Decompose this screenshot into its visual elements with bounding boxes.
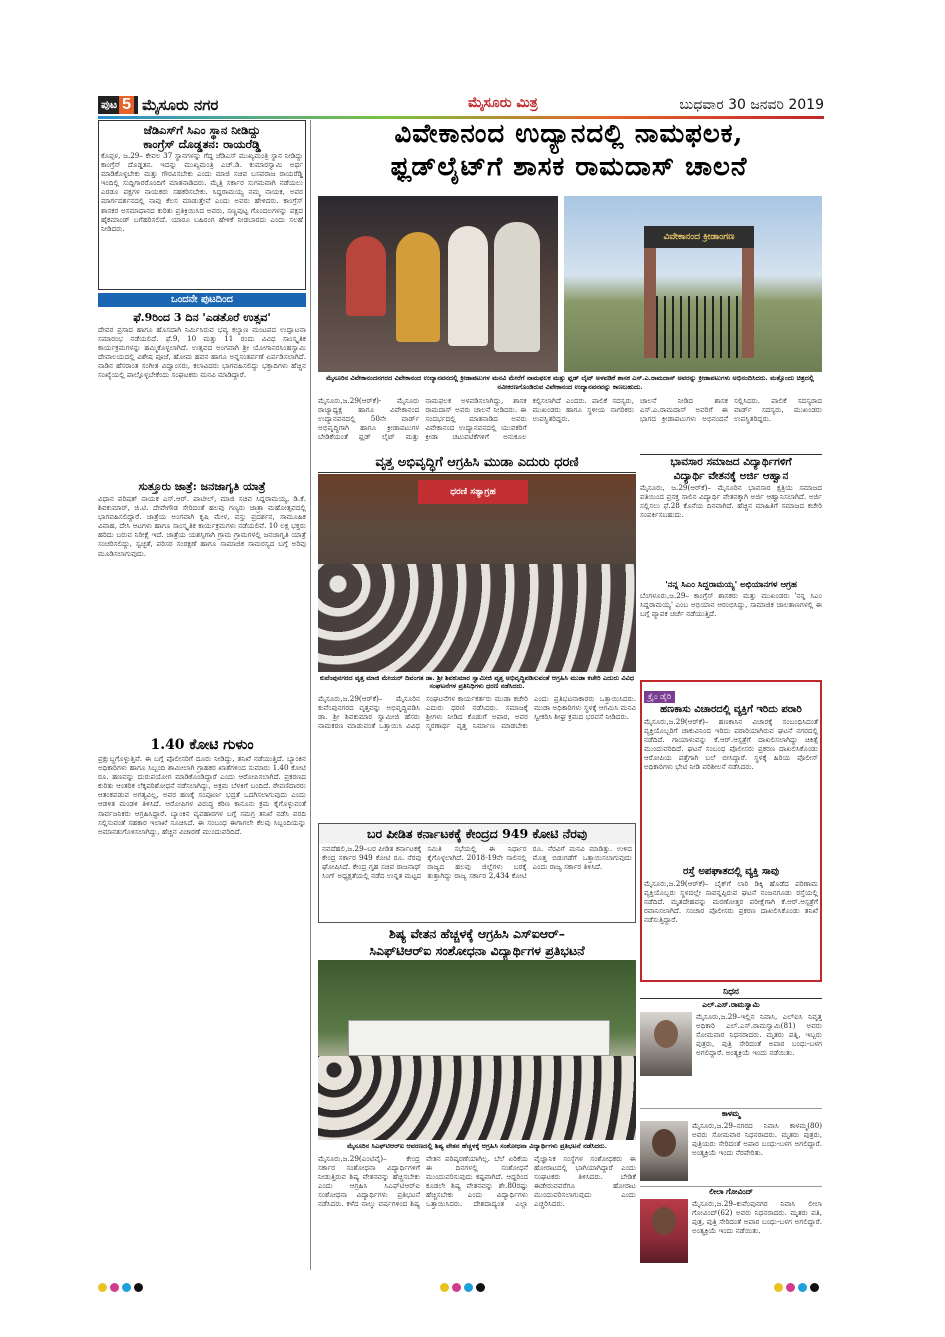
registration-dot — [110, 1283, 119, 1292]
left-column — [98, 120, 306, 1144]
crime-body: ಮೈಸೂರು,ಜ.29(ಆರ್‌ಕೆ)– ಹಣಕಾಸಿನ ವಿಚಾರಕ್ಕೆ ಸಂಬಂಧಿಸಿದಂತೆ ವ್ಯಕ್ತಿಯೊಬ್ಬರಿಗೆ ಚಾಕುವಿನಿಂದ ಇರಿದು ಪರಾರಿಯಾಗಿರುವ ಘಟನೆ ನಗರದಲ್ಲಿ ನಡೆದಿದೆ. ಗಾಯಾಳುವನ್ನು ಕೆ.ಆರ್.ಆಸ್ಪತ್ರೆಗೆ ದಾಖಲಿಸಲಾಗಿದ್ದು ಚಿಕಿತ್ಸೆ ಮುಂದುವರಿದಿದೆ. ಘಟನೆ ಸಂಬಂಧ ಪೊಲೀಸರು ಪ್ರಕರಣ ದಾಖಲಿಸಿಕೊಂಡು ಆರೋಪಿಯ ಪತ್ತೆಗಾಗಿ ಬಲೆ ಬೀಸಿದ್ದಾರೆ. ಸ್ಥಳಕ್ಕೆ ಹಿರಿಯ ಪೊಲೀಸ್ ಅಧಿಕಾರಿಗಳು ಭೇಟಿ ನೀಡಿ ಪರಿಶೀಲನೆ ನಡೆಸಿದರು. — [644, 717, 818, 772]
muda-photo-caption: ಕುವೆಂಪುನಗರದ ವೃತ್ತ ಮಾಜಿ ಮೇಯರ್ ದಿವಂಗತ ಡಾ. ಶ್ರೀ ಶಿವಕುಮಾರ ಸ್ವಾಮೀಜಿ ವೃತ್ತ ಅಭಿವೃದ್ಧಿಪಡಿಸುವಂತೆ ಆಗ್ರಹಿಸಿ ಮುಡಾ ಕಚೇರಿ ಎದುರು ವಿವಿಧ ಸಂಘಟನೆಗಳ ಪ್ರತಿನಿಧಿಗಳು ಧರಣಿ ನಡೆಸಿದರು. — [319, 674, 635, 691]
drought-headline: ಬರ ಪೀಡಿತ ಕರ್ನಾಟಕಕ್ಕೆ ಕೇಂದ್ರದ 949 ಕೋಟಿ ನೆರವು — [319, 824, 635, 844]
obituary-photo — [640, 1121, 688, 1181]
protest-placard — [348, 1020, 610, 1056]
obituary-name: ಲೀಲಾ ಗೋವಿಂದ್ — [709, 1187, 753, 1196]
muda-headline: ವೃತ್ತ ಅಭಿವೃದ್ಧಿಗೆ ಆಗ್ರಹಿಸಿ ಮುಡಾ ಎದುರು ಧರಣಿ — [318, 454, 636, 473]
scholarship-headline-line2: ವಿದ್ಯಾರ್ಥಿ ವೇತನಕ್ಕೆ ಅರ್ಜಿ ಆಹ್ವಾನ — [673, 470, 789, 482]
obituary-body-wrap — [692, 1121, 822, 1183]
protest-crowd — [318, 564, 636, 672]
scholarship-body2: ಬೆಂಗಳೂರು,ಜ.29– ಕಾಂಗ್ರೆಸ್ ಶಾಸಕರು ಮತ್ತು ಮುಖಂಡರು 'ನನ್ನ ಸಿಎಂ ಸಿದ್ದರಾಮಯ್ಯ' ಎಂಬ ಅಭಿಯಾನ ಆರಂಭಿಸಿದ್ದು, ಸಾಮಾಜಿಕ ಜಾಲತಾಣಗಳಲ್ಲಿ ಈ ಬಗ್ಗೆ ವ್ಯಾಪಕ ಚರ್ಚೆ ನಡೆಯುತ್ತಿದೆ. — [640, 591, 822, 619]
story-headline: 1.40 ಕೋಟಿ ಗುಳುಂ — [150, 737, 254, 753]
obituary-body: ಮೈಸೂರು,ಜ.29–ಕುವೆಂಪುನಗರ ನಿವಾಸಿ ಲೀಲಾ ಗೋವಿಂದ್(62) ಅವರು ನಿಧನರಾದರು. ಮೃತರು ಪತಿ, ಪುತ್ರ, ಪುತ್ರಿ ಸೇರಿದಂತೆ ಅಪಾರ ಬಂಧು-ಬಳಗ ಅಗಲಿದ್ದಾರೆ. ಅಂತ್ಯಕ್ರಿಯೆ ಇಂದು ನಡೆಯಿತು. — [692, 1199, 822, 1236]
masthead: ಮೈಸೂರು ಮಿತ್ರ — [468, 95, 538, 111]
registration-dot — [452, 1283, 461, 1292]
registration-dot — [134, 1283, 143, 1292]
obituary-body: ಮೈಸೂರು,ಜ.29–ನಗರದ ನಿವಾಸಿ ಕಾಳಮ್ಮ(80) ಅವರು ಸೋಮವಾರ ನಿಧನರಾದರು. ಮೃತರು ಪುತ್ರರು, ಪುತ್ರಿಯರು ಸೇರಿದಂತೆ ಅಪಾರ ಬಂಧು-ಬಳಗ ಅಗಲಿದ್ದಾರೆ. ಅಂತ್ಯಕ್ರಿಯೆ ಇಂದು ನೆರವೇರಿತು. — [692, 1121, 822, 1158]
page-number-box — [98, 96, 138, 114]
obituary-entry — [640, 1108, 822, 1185]
registration-dots-right — [774, 1283, 819, 1292]
lead-headline-line2: ಫ್ಲಡ್‌ಲೈಟ್‌ಗೆ ಶಾಸಕ ರಾಮದಾಸ್ ಚಾಲನೆ — [390, 152, 748, 182]
registration-dot — [774, 1283, 783, 1292]
lead-photo-park-gate — [564, 196, 822, 372]
story-body: ಪ್ರಕ್ಷುಬ್ಧಗೊಳ್ಳುತ್ತಿವೆ. ಈ ಬಗ್ಗೆ ಪೊಲೀಸರಿಗೆ ದೂರು ನೀಡಿದ್ದು, ತನಿಖೆ ನಡೆಯುತ್ತಿದೆ. ಬ್ಯಾಂಕಿನ ಅಧಿಕಾರಿಗಳು ಹಾಗೂ ಸಿಬ್ಬಂದಿ ಶಾಮೀಲಾಗಿ ಗ್ರಾಹಕರ ಖಾತೆಗಳಿಂದ ಸುಮಾರು 1.40 ಕೋಟಿ ರೂ. ಹಣವನ್ನು ದುರುಪಯೋಗ ಮಾಡಿಕೊಂಡಿದ್ದಾರೆ ಎಂದು ಆರೋಪಿಸಲಾಗಿದೆ. ಪ್ರಕರಣದ ಕುರಿತು ಆಂತರಿಕ ಲೆಕ್ಕಪರಿಶೋಧನೆ ನಡೆಸಲಾಗಿದ್ದು, ಅಕ್ರಮ ಬೆಳಕಿಗೆ ಬಂದಿದೆ. ಠೇವಣಿದಾರರು ಆತಂಕಪಡುವ ಅಗತ್ಯವಿಲ್ಲ, ಅವರ ಹಣಕ್ಕೆ ಸಂಪೂರ್ಣ ಭದ್ರತೆ ಒದಗಿಸಲಾಗುವುದು ಎಂದು ಆಡಳಿತ ಮಂಡಳಿ ತಿಳಿಸಿದೆ. ಆರೋಪಿಗಳ ವಿರುದ್ಧ ಕಠಿಣ ಕಾನೂನು ಕ್ರಮ ಕೈಗೊಳ್ಳುವಂತೆ ಸಾರ್ವಜನಿಕರು ಆಗ್ರಹಿಸಿದ್ದಾರೆ. ಬ್ಯಾಂಕಿನ ವ್ಯವಹಾರಗಳ ಬಗ್ಗೆ ಸಮಗ್ರ ತನಿಖೆ ನಡೆಸಿ ವರದಿ ಸಲ್ಲಿಸುವಂತೆ ಸಹಕಾರ ಇಲಾಖೆ ಸೂಚಿಸಿದೆ. ಈ ಸಂಬಂಧ ಈಗಾಗಲೇ ಕೆಲವು ಸಿಬ್ಬಂದಿಯನ್ನು ಅಮಾನತುಗೊಳಿಸಲಾಗಿದ್ದು, ಹೆಚ್ಚಿನ ವಿಚಾರಣೆ ಮುಂದುವರಿದಿದೆ. — [98, 754, 306, 836]
story-body-wrap — [101, 151, 303, 287]
story-headline: ಕಾಂಗ್ರೆಸ್ ದೊಡ್ಡತನ: ರಾಯರೆಡ್ಡಿ — [143, 137, 261, 151]
scholarship-headline-line1: ಭಾವಸಾರ ಸಮಾಜದ ವಿದ್ಯಾರ್ಥಿಗಳಿಗೆ — [640, 454, 822, 469]
obituary-name: ಕಾಳಮ್ಮ — [721, 1109, 741, 1118]
drought-story — [318, 823, 636, 923]
registration-dot — [476, 1283, 485, 1292]
continued-label: ಒಂದನೇ ಪುಟದಿಂದ — [98, 293, 306, 307]
registration-dot — [464, 1283, 473, 1292]
obituary-photo — [640, 1012, 692, 1076]
crime-diary-tag: ಕ್ರೈಂ ಡೈರಿ — [644, 691, 675, 703]
lead-story-body: ಮೈಸೂರು,ಜ.29(ಆರ್‌ಕೆ)- ಮೈಸೂರು ರಾಜ್ಯಾಧ್ಯಕ್ಷ ಹಾಗೂ ವಿವೇಕಾನಂದ ಉದ್ಯಾನವನದಲ್ಲಿ 50ನೇ ವಾರ್ಡ್ ಅಭಿವೃದ್ಧಿಗಾಗಿ ಹಾಗೂ ಕ್ರೀಡಾಪಟುಗಳ ಬೇಡಿಕೆಯಂತೆ ಫ್ಲಡ್ ಲೈಟ್ ಮತ್ತು ನಾಮಫಲಕ ಅಳವಡಿಸಲಾಗಿದ್ದು, ಶಾಸಕ ರಾಮದಾಸ್ ಅವರು ಚಾಲನೆ ನೀಡಿದರು. ಈ ಸಂದರ್ಭದಲ್ಲಿ ಮಾತನಾಡಿದ ಅವರು ವಿವೇಕಾನಂದ ಉದ್ಯಾನವನದಲ್ಲಿ ಯುವಕರಿಗೆ ಕ್ರೀಡಾ ಚಟುವಟಿಕೆಗಳಿಗೆ ಅನುಕೂಲ ಕಲ್ಪಿಸಲಾಗಿದೆ ಎಂದರು. ಪಾಲಿಕೆ ಸದಸ್ಯರು, ಮುಖಂಡರು ಹಾಗೂ ಸ್ಥಳೀಯ ನಾಗರಿಕರು ಉಪಸ್ಥಿತರಿದ್ದರು. — [318, 396, 634, 442]
story-body: ವಿಧಾನ ಪರಿಷತ್ ನಾಯಕ ಎಸ್.ಆರ್. ಪಾಟೀಲ್, ಮಾಜಿ ಸಚಿವ ಸಿದ್ದರಾಮಯ್ಯ, ಡಿ.ಕೆ. ಶಿವಕುಮಾರ್, ಜಿ.ಟಿ. ದೇವೇಗೌಡ ಸೇರಿದಂತೆ ಹಲವು ಗಣ್ಯರು ಜಾತ್ರಾ ಮಹೋತ್ಸವದಲ್ಲಿ ಭಾಗವಹಿಸಲಿದ್ದಾರೆ. ಜಾತ್ರೆಯ ಅಂಗವಾಗಿ ಕೃಷಿ ಮೇಳ, ವಸ್ತು ಪ್ರದರ್ಶನ, ಸಾಮೂಹಿಕ ವಿವಾಹ, ದೇಸಿ ಆಟಗಳು ಹಾಗೂ ಸಾಂಸ್ಕೃತಿಕ ಕಾರ್ಯಕ್ರಮಗಳು ನಡೆಯಲಿವೆ. 10 ಲಕ್ಷ ಭಕ್ತರು ಹರಿದು ಬರುವ ನಿರೀಕ್ಷೆ ಇದೆ. ಜಾತ್ರೆಯ ಯಶಸ್ಸಿಗಾಗಿ ಗ್ರಾಮ ಗ್ರಾಮಗಳಲ್ಲಿ ಜನಜಾಗೃತಿ ಯಾತ್ರೆ ಸಂಚರಿಸಲಿದ್ದು, ಸ್ವಚ್ಛತೆ, ಪರಿಸರ ಸಂರಕ್ಷಣೆ ಹಾಗೂ ಸಾಮಾಜಿಕ ಸಾಮರಸ್ಯದ ಬಗ್ಗೆ ಅರಿವು ಮೂಡಿಸಲಾಗುವುದು. — [98, 494, 306, 558]
story-headline: ಸುತ್ತೂರು ಜಾತ್ರೆ: ಜನಜಾಗೃತಿ ಯಾತ್ರೆ — [138, 480, 266, 493]
registration-dot — [810, 1283, 819, 1292]
muda-protest-photo — [318, 474, 636, 672]
accident-body: ಮೈಸೂರು,ಜ.29(ಆರ್‌ಕೆ)– ಬೈಕ್‌ಗೆ ಲಾರಿ ಡಿಕ್ಕಿ ಹೊಡೆದ ಪರಿಣಾಮ ವ್ಯಕ್ತಿಯೊಬ್ಬರು ಸ್ಥಳದಲ್ಲೇ ಸಾವನ್ನಪ್ಪಿರುವ ಘಟನೆ ನಂಜನಗೂಡು ರಸ್ತೆಯಲ್ಲಿ ನಡೆದಿದೆ. ಮೃತದೇಹವನ್ನು ಮರಣೋತ್ತರ ಪರೀಕ್ಷೆಗಾಗಿ ಕೆ.ಆರ್.ಆಸ್ಪತ್ರೆಗೆ ರವಾನಿಸಲಾಗಿದೆ. ಸಂಚಾರ ಪೊಲೀಸರು ಪ್ರಕರಣ ದಾಖಲಿಸಿಕೊಂಡು ತನಿಖೆ ನಡೆಸುತ್ತಿದ್ದಾರೆ. — [644, 879, 818, 925]
page-header — [98, 96, 824, 114]
obituary-body-wrap — [692, 1199, 822, 1269]
gate-bars — [656, 296, 742, 358]
obituary-section — [640, 986, 822, 999]
fees-protest-photo — [318, 960, 636, 1140]
lead-body-continued — [640, 396, 822, 452]
obituary-name: ಎಲ್.ಎಸ್.ರಾಮಸ್ವಾಮಿ — [702, 1000, 760, 1009]
obituary-body-wrap — [696, 1012, 822, 1104]
story-body: ದೇವರ ಪ್ರಸಾದ ಹಾಗೂ ಹೊಸದಾಗಿ ನಿರ್ಮಿಸಿರುವ ಭವ್ಯ ಕಲ್ಯಾಣ ಮಂಟಪದ ಉದ್ಘಾಟನಾ ಸಮಾರಂಭ ನಡೆಯಲಿದೆ. ಫೆ.9, 10 ಮತ್ತು 11 ರಂದು ವಿವಿಧ ಸಾಂಸ್ಕೃತಿಕ ಕಾರ್ಯಕ್ರಮಗಳನ್ನು ಹಮ್ಮಿಕೊಳ್ಳಲಾಗಿದೆ. ಉತ್ಸವದ ಅಂಗವಾಗಿ ಶ್ರೀ ಯೋಗಾನರಸಿಂಹಸ್ವಾಮಿ ದೇವಾಲಯದಲ್ಲಿ ವಿಶೇಷ ಪೂಜೆ, ಹೋಮ ಹವನ ಹಾಗೂ ಅನ್ನಸಂತರ್ಪಣೆ ಏರ್ಪಡಿಸಲಾಗಿದೆ. ನಾಡಿನ ಹೆಸರಾಂತ ಸಂಗೀತ ವಿದ್ವಾಂಸರು, ಕಲಾವಿದರು ಭಾಗವಹಿಸಲಿದ್ದು ಭಕ್ತಾದಿಗಳು ಹೆಚ್ಚಿನ ಸಂಖ್ಯೆಯಲ್ಲಿ ಪಾಲ್ಗೊಳ್ಳಬೇಕೆಂದು ಸಂಘಟಕರು ಮನವಿ ಮಾಡಿದ್ದಾರೆ. — [98, 325, 306, 380]
fees-headline-line2: ಸಿಎಫ್‌ಟಿಆರ್‌ಐ ಸಂಶೋಧನಾ ವಿದ್ಯಾರ್ಥಿಗಳ ಪ್ರತಿಭಟನೆ — [369, 943, 585, 958]
story-headline: ಫೆ.9ರಿಂದ 3 ದಿನ 'ಎಡತೊರೆ ಉತ್ಸವ' — [133, 311, 271, 324]
registration-dot — [786, 1283, 795, 1292]
photo-figure — [396, 232, 440, 342]
lead-photo-felicitation — [318, 196, 558, 372]
obituary-photo — [640, 1199, 688, 1263]
crime-headline: ಹಣಕಾಸು ವಿಚಾರದಲ್ಲಿ ವ್ಯಕ್ತಿಗೆ ಇರಿದು ಪರಾರಿ — [660, 704, 802, 715]
registration-dots-center — [440, 1283, 485, 1292]
obituary-body: ಮೈಸೂರು,ಜ.29–ಇಲ್ಲಿನ ನಿವಾಸಿ, ಎಲ್‌ಐಸಿ ನಿವೃತ್ತ ಅಧಿಕಾರಿ ಎಲ್.ಎಸ್.ರಾಮಸ್ವಾಮಿ(81) ಅವರು ಸೋಮವಾರ ನಿಧನರಾದರು. ಮೃತರು ಪತ್ನಿ, ಇಬ್ಬರು ಪುತ್ರರು, ಪುತ್ರಿ ಸೇರಿದಂತೆ ಅಪಾರ ಬಂಧು-ಬಳಗ ಅಗಲಿದ್ದಾರೆ. ಅಂತ್ಯಕ್ರಿಯೆ ಇಂದು ನಡೆಯಿತು. — [696, 1012, 822, 1058]
drought-body: ನವದೆಹಲಿ,ಜ.29–ಬರ ಪೀಡಿತ ಕರ್ನಾಟಕಕ್ಕೆ ಕೇಂದ್ರ ಸರ್ಕಾರ 949 ಕೋಟಿ ರೂ. ನೆರವು ಘೋಷಿಸಿದೆ. ಕೇಂದ್ರ ಗೃಹ ಸಚಿವ ರಾಜನಾಥ್ ಸಿಂಗ್ ಅಧ್ಯಕ್ಷತೆಯಲ್ಲಿ ನಡೆದ ಉನ್ನತ ಮಟ್ಟದ ಸಮಿತಿ ಸಭೆಯಲ್ಲಿ ಈ ನಿರ್ಧಾರ ಕೈಗೊಳ್ಳಲಾಗಿದೆ. 2018-19ನೇ ಸಾಲಿನಲ್ಲಿ ರಾಜ್ಯದ ಹಲವು ಜಿಲ್ಲೆಗಳು ಬರಕ್ಕೆ ತುತ್ತಾಗಿದ್ದು ರಾಜ್ಯ ಸರ್ಕಾರ 2,434 ಕೋಟಿ ರೂ. ನೆರವಿಗೆ ಮನವಿ ಮಾಡಿತ್ತು. ಉಳಿದ ಮೊತ್ತ ಬಿಡುಗಡೆಗೆ ಒತ್ತಾಯಿಸಲಾಗುವುದು ಎಂದು ರಾಜ್ಯ ಸರ್ಕಾರ ತಿಳಿಸಿದೆ. — [322, 844, 632, 881]
obituary-header: ನಿಧನ — [640, 986, 822, 999]
portrait-face — [654, 1020, 678, 1048]
story-body-wrap — [98, 325, 306, 477]
lead-body-wrap — [318, 396, 634, 454]
scholarship-body-wrap — [640, 483, 822, 579]
portrait-face — [652, 1129, 676, 1157]
story-body-wrap — [98, 754, 306, 1144]
drought-body-wrap — [319, 844, 635, 920]
story-rayareddy — [98, 120, 306, 290]
obituary-entry — [640, 1000, 822, 1106]
gate-pillar — [742, 248, 754, 358]
crime-body-wrap — [644, 717, 818, 865]
scholarship-body: ಮೈಸೂರು, ಜ.29(ಆರ್‌ಕೆ)– ಮೈಸೂರಿನ ಭಾವಸಾರ ಕ್ಷತ್ರಿಯ ಸಮಾಜದ ವತಿಯಿಂದ ಪ್ರಸಕ್ತ ಸಾಲಿನ ವಿದ್ಯಾರ್ಥಿ ವೇತನಕ್ಕಾಗಿ ಅರ್ಜಿ ಆಹ್ವಾನಿಸಲಾಗಿದೆ. ಅರ್ಜಿ ಸಲ್ಲಿಸಲು ಫೆ.28 ಕೊನೆಯ ದಿನವಾಗಿದೆ. ಹೆಚ್ಚಿನ ಮಾಹಿತಿಗೆ ಸಮಾಜದ ಕಚೇರಿ ಸಂಪರ್ಕಿಸಬಹುದು. — [640, 483, 822, 520]
lead-caption-wrap — [318, 374, 822, 391]
crime-diary-box — [640, 680, 822, 982]
lead-photo-caption: ಮೈಸೂರಿನ ವಿವೇಕಾನಂದನಗರದ ವಿವೇಕಾನಂದ ಉದ್ಯಾನವನದಲ್ಲಿ ಕ್ರೀಡಾಪಟುಗಳ ಮನವಿ ಮೇರೆಗೆ ನಾಮಫಲಕ ಮತ್ತು ಫ್ಲಡ್ ಲೈಟ್ ಅಳವಡಿಕೆ ಶಾಸಕ ಎಸ್.ಎ.ರಾಮದಾಸ್ ಅವರನ್ನು ಕ್ರೀಡಾಪಟುಗಳು ಅಭಿನಂದಿಸಿದರು. ಮತ್ತೊಂದು ಚಿತ್ರದಲ್ಲಿ ನವೀಕರಣಗೊಂಡಿರುವ ವಿವೇಕಾನಂದ ಉದ್ಯಾನವನವನ್ನು ಕಾಣಬಹುದು. — [326, 374, 814, 391]
lead-story-headline — [314, 118, 824, 184]
muda-story — [318, 454, 636, 473]
protest-banner: ಧರಣಿ ಸತ್ಯಾಗ್ರಹ — [418, 480, 528, 504]
fees-body: ಮೈಸೂರು,ಜ.29(ಎಂಟಿವೈ)– ಕೇಂದ್ರ ಸರ್ಕಾರ ಸಂಶೋಧನಾ ವಿದ್ಯಾರ್ಥಿಗಳಿಗೆ ನೀಡುತ್ತಿರುವ ಶಿಷ್ಯ ವೇತನವನ್ನು ಹೆಚ್ಚಿಸಬೇಕು ಎಂದು ಆಗ್ರಹಿಸಿ ಸಿಎಫ್‌ಟಿಆರ್‌ಐ ಸಂಶೋಧನಾ ವಿದ್ಯಾರ್ಥಿಗಳು ಪ್ರತಿಭಟನೆ ನಡೆಸಿದರು. ಕಳೆದ ನಾಲ್ಕು ವರ್ಷಗಳಿಂದ ಶಿಷ್ಯ ವೇತನ ಪರಿಷ್ಕರಣೆಯಾಗಿಲ್ಲ. ಬೆಲೆ ಏರಿಕೆಯ ಈ ದಿನಗಳಲ್ಲಿ ಸಂಶೋಧನೆ ಮುಂದುವರಿಸುವುದು ಕಷ್ಟವಾಗಿದೆ. ಆದ್ದರಿಂದ ಕೂಡಲೇ ಶಿಷ್ಯ ವೇತನವನ್ನು ಶೇ.80ರಷ್ಟು ಹೆಚ್ಚಿಸಬೇಕು ಎಂದು ವಿದ್ಯಾರ್ಥಿಗಳು ಒತ್ತಾಯಿಸಿದರು. ದೇಶದಾದ್ಯಂತ ಎಲ್ಲಾ ವೈಜ್ಞಾನಿಕ ಸಂಸ್ಥೆಗಳ ಸಂಶೋಧಕರು ಈ ಹೋರಾಟದಲ್ಲಿ ಭಾಗಿಯಾಗಿದ್ದಾರೆ ಎಂದು ಸಂಘಟಕರು ತಿಳಿಸಿದರು. ಬೇಡಿಕೆ ಈಡೇರುವವರೆಗೂ ಹೋರಾಟ ಮುಂದುವರಿಸಲಾಗುವುದು ಎಂದು ಎಚ್ಚರಿಸಿದರು. — [318, 1154, 636, 1209]
lead-body-continued-text: ಚಾಲನೆ ನೀಡಿದ ಶಾಸಕ ಎಸ್.ಎ.ರಾಮದಾಸ್ ಅವರಿಗೆ ಈ ಭಾಗದ ಕ್ರೀಡಾಪಟುಗಳು ಅಭಿನಂದನೆ ಸಲ್ಲಿಸಿದರು. ಪಾಲಿಕೆ ಸದಸ್ಯರಾದ ವಾರ್ಡ್ ಸದಸ್ಯರು, ಮುಖಂಡರು ಉಪಸ್ಥಿತರಿದ್ದರು. — [640, 396, 822, 424]
story-body: ಕೊಪ್ಪಳ, ಜ.29– ಕೇವಲ 37 ಸ್ಥಾನಗಳನ್ನು ಗೆದ್ದ ಜೆಡಿಎಸ್ ಮುಖ್ಯಮಂತ್ರಿ ಸ್ಥಾನ ನೀಡಿದ್ದು ಕಾಂಗ್ರೆಸ್ ದೊಡ್ಡತನ. ಇದನ್ನು ಮುಖ್ಯಮಂತ್ರಿ ಎಚ್.ಡಿ. ಕುಮಾರಸ್ವಾಮಿ ಅರ್ಥ ಮಾಡಿಕೊಳ್ಳಬೇಕು ಮತ್ತು ಗೌರವಿಸಬೇಕು ಎಂದು ಮಾಜಿ ಸಚಿವ ಬಸವರಾಜ ರಾಯರೆಡ್ಡಿ ಇಂದಿಲ್ಲಿ ಸುದ್ದಿಗಾರರೊಂದಿಗೆ ಮಾತನಾಡಿದರು. ಮೈತ್ರಿ ಸರ್ಕಾರ ಸುಗಮವಾಗಿ ನಡೆಯಲು ಎರಡೂ ಪಕ್ಷಗಳ ನಾಯಕರು ಸಹಕರಿಸಬೇಕು. ಸಿದ್ದರಾಮಯ್ಯ ನಮ್ಮ ನಾಯಕ, ಅವರ ಮಾರ್ಗದರ್ಶನದಲ್ಲಿ ನಾವು ಕೆಲಸ ಮಾಡುತ್ತೇವೆ ಎಂದು ಅವರು ಹೇಳಿದರು. ಕಾಂಗ್ರೆಸ್ ಶಾಸಕರ ಅಸಮಾಧಾನದ ಕುರಿತು ಪ್ರತಿಕ್ರಿಯಿಸಿದ ಅವರು, ಸಣ್ಣಪುಟ್ಟ ಗೊಂದಲಗಳನ್ನು ಪಕ್ಷದ ಹೈಕಮಾಂಡ್ ಬಗೆಹರಿಸಲಿದೆ. ಯಾರೂ ಬಹಿರಂಗ ಹೇಳಿಕೆ ನೀಡಬಾರದು ಎಂದು ಸಲಹೆ ನೀಡಿದರು. — [101, 151, 303, 233]
column-divider — [310, 120, 311, 1270]
obituary-entry — [640, 1186, 822, 1271]
muda-caption-wrap — [318, 674, 636, 691]
issue-date: ಬುಧವಾರ 30 ಜನವರಿ 2019 — [679, 97, 824, 113]
fees-body-wrap — [318, 1154, 636, 1272]
story-body-wrap — [98, 494, 306, 734]
scholarship-story — [640, 454, 822, 647]
protest-students — [318, 1056, 636, 1140]
fees-story-headline — [318, 925, 636, 959]
lead-headline-line1: ವಿವೇಕಾನಂದ ಉದ್ಯಾನದಲ್ಲಿ ನಾಮಫಲಕ, — [394, 119, 744, 149]
photo-figure — [494, 222, 540, 352]
muda-body-wrap — [318, 694, 636, 820]
registration-dot — [122, 1283, 131, 1292]
muda-body: ಮೈಸೂರು,ಜ.29(ಆರ್‌ಕೆ)– ಮೈಸೂರಿನ ಕುವೆಂಪುನಗರದ ವೃತ್ತವನ್ನು ಅಭಿವೃದ್ಧಿಪಡಿಸಿ ಡಾ. ಶ್ರೀ ಶಿವಕುಮಾರ ಸ್ವಾಮೀಜಿ ಹೆಸರು ನಾಮಕರಣ ಮಾಡುವಂತೆ ಒತ್ತಾಯಿಸಿ ವಿವಿಧ ಸಂಘಟನೆಗಳ ಕಾರ್ಯಕರ್ತರು ಮುಡಾ ಕಚೇರಿ ಎದುರು ಧರಣಿ ನಡೆಸಿದರು. ಸಮಾಜಕ್ಕೆ ಶ್ರೀಗಳು ನೀಡಿದ ಕೊಡುಗೆ ಅಪಾರ, ಅವರ ಸ್ಮರಣಾರ್ಥ ವೃತ್ತ ನಿರ್ಮಾಣ ಮಾಡಬೇಕು ಎಂದು ಪ್ರತಿಭಟನಾಕಾರರು ಒತ್ತಾಯಿಸಿದರು. ಮುಡಾ ಅಧಿಕಾರಿಗಳು ಸ್ಥಳಕ್ಕೆ ಆಗಮಿಸಿ ಮನವಿ ಸ್ವೀಕರಿಸಿ ಶೀಘ್ರ ಕ್ರಮದ ಭರವಸೆ ನೀಡಿದರು. — [318, 694, 636, 731]
portrait-face — [652, 1207, 676, 1235]
scholarship-body2-wrap — [640, 591, 822, 647]
fees-headline-line1: ಶಿಷ್ಯ ವೇತನ ಹೆಚ್ಚಳಕ್ಕೆ ಆಗ್ರಹಿಸಿ ಎಸ್‌ಐಆರ್– — [389, 926, 565, 941]
fees-photo-caption: ಮೈಸೂರಿನ ಸಿಎಫ್‌ಟಿಆರ್‌ಐ ಆವರಣದಲ್ಲಿ ಶಿಷ್ಯ ವೇತನ ಹೆಚ್ಚಳಕ್ಕೆ ಆಗ್ರಹಿಸಿ ಸಂಶೋಧನಾ ವಿದ್ಯಾರ್ಥಿಗಳು ಪ್ರತಿಭಟನೆ ನಡೆಸಿದರು. — [347, 1142, 607, 1150]
accident-body-wrap — [644, 879, 818, 987]
photo-figure — [346, 236, 386, 316]
story-headline: ಜೆಡಿಎಸ್‌ಗೆ ಸಿಎಂ ಸ್ಥಾನ ನೀಡಿದ್ದು — [143, 123, 261, 137]
photo-figure — [448, 226, 488, 346]
registration-dot — [798, 1283, 807, 1292]
fees-caption-wrap — [318, 1142, 636, 1150]
registration-dot — [98, 1283, 107, 1292]
accident-headline: ರಸ್ತೆ ಅಪಘಾತದಲ್ಲಿ ವ್ಯಕ್ತಿ ಸಾವು — [683, 866, 779, 877]
registration-dots-left — [98, 1283, 143, 1292]
park-sign: ವಿವೇಕಾನಂದ ಕ್ರೀಡಾಂಗಣ — [644, 226, 754, 248]
gate-pillar — [644, 248, 656, 358]
scholarship-subhead: 'ನನ್ನ ಸಿಎಂ ಸಿದ್ದರಾಮಯ್ಯ' ಅಭಿಯಾನಗಳ ಆಗ್ರಹ — [665, 580, 797, 590]
section-title: ಮೈಸೂರು ನಗರ — [142, 96, 219, 114]
page-number: 5 — [119, 96, 134, 114]
registration-dot — [440, 1283, 449, 1292]
page-label: ಪುಟ — [101, 98, 118, 111]
